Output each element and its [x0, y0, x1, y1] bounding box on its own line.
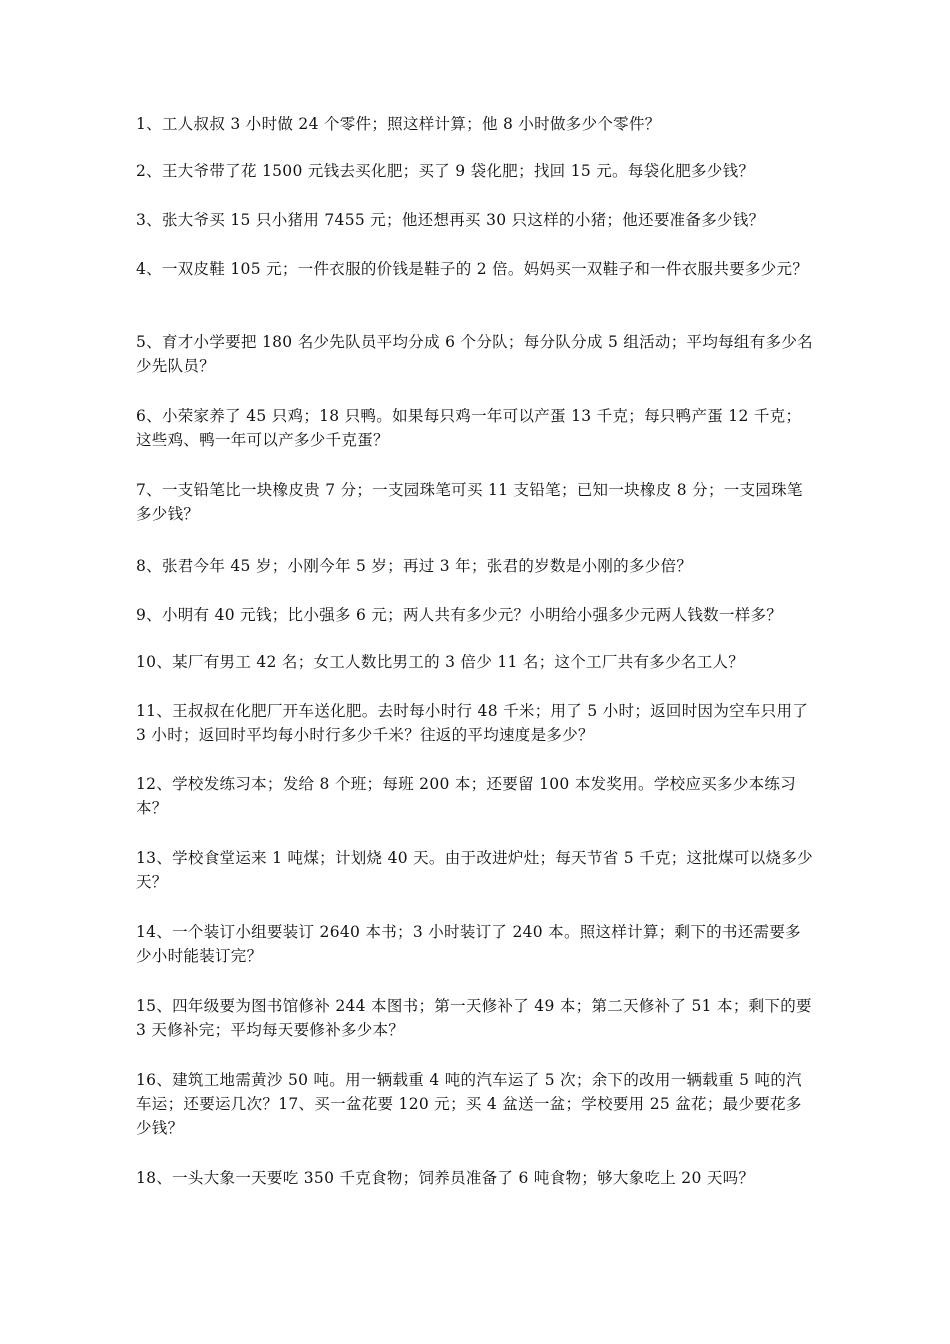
problem-1: 1、工人叔叔 3 小时做 24 个零件；照这样计算；他 8 小时做多少个零件？	[136, 115, 661, 133]
problem-14: 14、一个装订小组要装订 2640 本书；3 小时装订了 240 本。照这样计算；剩下的书还需要多少小时能装订完？	[136, 923, 801, 965]
problem-6: 6、小荣家养了 45 只鸡；18 只鸭。如果每只鸡一年可以产蛋 13 千克；每只鸭产蛋 12 千克；这些鸡、鸭一年可以产多少千克蛋？	[136, 407, 802, 449]
problem-4: 4、一双皮鞋 105 元；一件衣服的价钱是鞋子的 2 倍。妈妈买一双鞋子和一件衣服共要多少元？	[136, 260, 809, 278]
problem-2: 2、王大爷带了花 1500 元钱去买化肥；买了 9 袋化肥；找回 15 元。每袋化肥多少钱？	[136, 162, 755, 180]
problem-7: 7、一支铅笔比一块橡皮贵 7 分；一支园珠笔可买 11 支铅笔；已知一块橡皮 8 分；一支园珠笔多少钱？	[136, 481, 803, 523]
problem-3: 3、张大爷买 15 只小猪用 7455 元；他还想再买 30 只这样的小猪；他还要准备多少钱？	[136, 211, 765, 229]
problem-18: 18、一头大象一天要吃 350 千克食物；饲养员准备了 6 吨食物；够大象吃上 20 天吗？	[136, 1169, 755, 1187]
problem-15: 15、四年级要为图书馆修补 244 本图书；第一天修补了 49 本；第二天修补了 51 本；剩下的要 3 天修补完；平均每天要修补多少本？	[136, 997, 812, 1039]
problem-5: 5、育才小学要把 180 名少先队员平均分成 6 个分队；每分队分成 5 组活动；平均每组有多少名少先队员？	[136, 333, 813, 375]
problem-8: 8、张君今年 45 岁；小刚今年 5 岁；再过 3 年；张君的岁数是小刚的多少倍？	[136, 557, 693, 575]
problem-10: 10、某厂有男工 42 名；女工人数比男工的 3 倍少 11 名；这个工厂共有多少名工人？	[136, 653, 745, 671]
problem-11: 11、王叔叔在化肥厂开车送化肥。去时每小时行 48 千米；用了 5 小时；返回时因为空车只用了 3 小时；返回时平均每小时行多少千米？往返的平均速度是多少？	[136, 702, 809, 744]
problem-16-17: 16、建筑工地需黄沙 50 吨。用一辆载重 4 吨的汽车运了 5 次；余下的改用一辆载重 5 吨的汽车运；还要运几次？17、买一盆花要 120 元；买 4 盆送一盆；学校要用 25 盆花；最少要花多少钱？	[136, 1071, 802, 1137]
problem-9: 9、小明有 40 元钱；比小强多 6 元；两人共有多少元？小明给小强多少元两人钱数一样多？	[136, 606, 783, 624]
problem-13: 13、学校食堂运来 1 吨煤；计划烧 40 天。由于改进炉灶；每天节省 5 千克；这批煤可以烧多少天？	[136, 849, 813, 891]
problem-12: 12、学校发练习本；发给 8 个班；每班 200 本；还要留 100 本发奖用。学校应买多少本练习本？	[136, 775, 797, 817]
